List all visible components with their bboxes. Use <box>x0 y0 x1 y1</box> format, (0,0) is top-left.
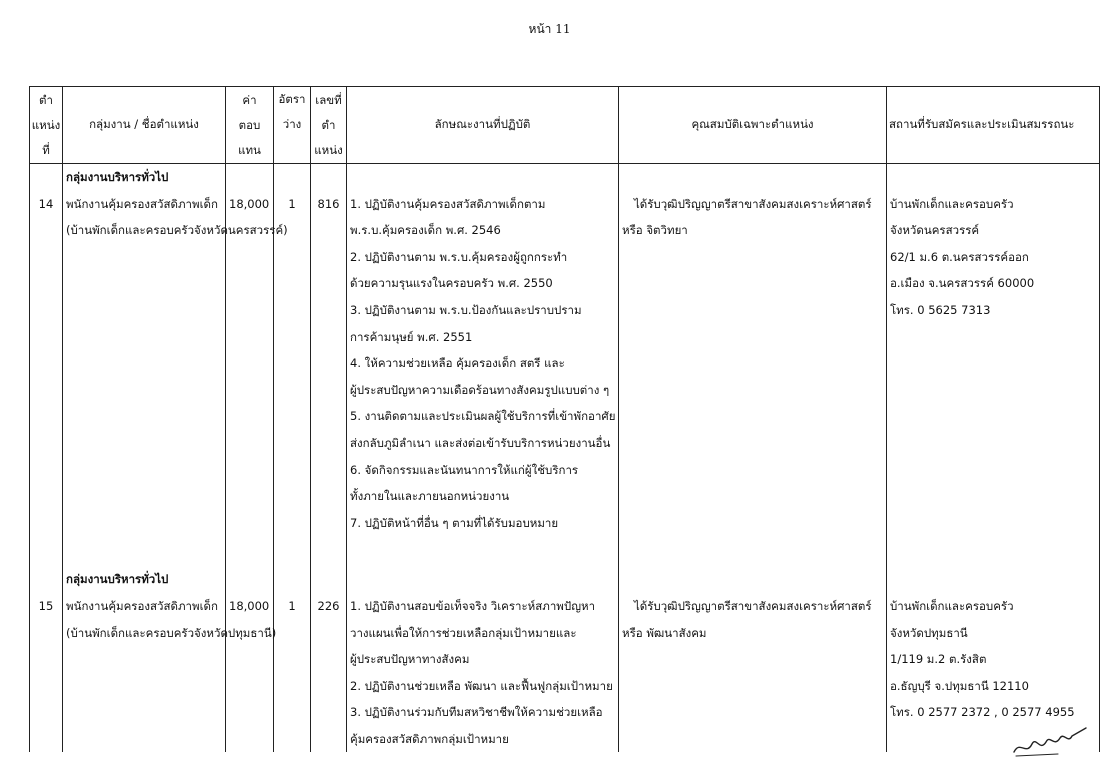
duty-line: พ.ร.บ.คุ้มครองเด็ก พ.ศ. 2546 <box>350 223 501 238</box>
duty-line: 6. จัดกิจกรรมและนันทนาการให้แก่ผู้ใช้บริการ <box>350 462 579 477</box>
position-title-line: (บ้านพักเด็กและครอบครัวจังหวัดนครสวรรค์) <box>66 223 288 238</box>
position-title-line: พนักงานคุ้มครองสวัสดิภาพเด็ก <box>66 598 218 613</box>
duty-line: 5. งานติดตามและประเมินผลผู้ใช้บริการที่เข้าพักอาศัย <box>350 409 616 424</box>
header-title-label: กลุ่มงาน / ชื่อตำแหน่ง <box>89 117 199 131</box>
location-line: 62/1 ม.6 ต.นครสวรรค์ออก <box>890 249 1029 264</box>
header-location <box>887 87 1100 164</box>
table-row <box>30 191 1100 537</box>
location-cell <box>887 191 1100 537</box>
duty-line: ทั้งภายในและภายนอกหน่วยงาน <box>350 489 510 504</box>
qualification-line: หรือ จิตวิทยา <box>622 223 688 238</box>
header-rate-line: อัตรา <box>278 92 306 106</box>
duty-line: ด้วยความรุนแรงในครอบครัว พ.ศ. 2550 <box>350 276 553 291</box>
location-line: บ้านพักเด็กและครอบครัว <box>890 598 1014 613</box>
location-line: อ.เมือง จ.นครสวรรค์ 60000 <box>890 276 1035 291</box>
duty-line: 1. ปฏิบัติงานสอบข้อเท็จจริง วิเคราะห์สภาพปัญหา <box>350 598 596 613</box>
duty-line: ส่งกลับภูมิลำเนา และส่งต่อเข้ารับบริการหน่วยงานอื่น <box>350 435 611 450</box>
table-row <box>30 164 1100 191</box>
duty-line: 3. ปฏิบัติงานร่วมกับทีมสหวิชาชีพให้ความช่วยเหลือ <box>350 705 603 720</box>
duty-line: คุ้มครองสวัสดิภาพกลุ่มเป้าหมาย <box>350 731 509 746</box>
duty-line: การค้ามนุษย์ พ.ศ. 2551 <box>350 329 473 344</box>
table-row <box>30 566 1100 593</box>
location-line: โทร. 0 5625 7313 <box>890 302 991 317</box>
header-salary-line: ตอบ <box>238 117 261 132</box>
location-line: 1/119 ม.2 ต.รังสิต <box>890 652 987 667</box>
position-number: 15 <box>30 593 63 753</box>
duties-cell <box>347 593 619 753</box>
duty-line: 7. ปฏิบัติหน้าที่อื่น ๆ ตามที่ได้รับมอบหมาย <box>350 515 559 530</box>
header-post-line: แหน่ง <box>314 142 343 157</box>
header-num-line: ตำ <box>39 92 53 107</box>
duty-line: 3. ปฏิบัติงานตาม พ.ร.บ.ป้องกันและปราบปราม <box>350 302 582 317</box>
header-title <box>63 87 226 164</box>
header-num-line: แหน่ง <box>31 117 61 132</box>
duty-line: วางแผนเพื่อให้การช่วยเหลือกลุ่มเป้าหมายและ <box>350 625 577 640</box>
header-duties <box>347 87 619 164</box>
table-row <box>30 593 1100 753</box>
location-line: จังหวัดปทุมธานี <box>890 625 968 640</box>
post-number: 816 <box>311 191 347 537</box>
header-qualifications-label: คุณสมบัติเฉพาะตำแหน่ง <box>691 117 814 131</box>
location-line: อ.ธัญบุรี จ.ปทุมธานี 12110 <box>890 678 1029 693</box>
header-duties-label: ลักษณะงานที่ปฏิบัติ <box>434 117 531 131</box>
header-salary-line: แทน <box>238 142 261 157</box>
duty-line: 2. ปฏิบัติงานช่วยเหลือ พัฒนา และฟื้นฟูกลุ่มเป้าหมาย <box>350 678 613 693</box>
header-post-line: เลขที่ <box>315 92 342 107</box>
page-number: หน้า 11 <box>528 22 571 36</box>
position-title-line: พนักงานคุ้มครองสวัสดิภาพเด็ก <box>66 196 218 211</box>
duty-line: ผู้ประสบปัญหาความเดือดร้อนทางสังคมรูปแบบต่าง ๆ <box>350 382 610 397</box>
qualification-line: ได้รับวุฒิปริญญาตรีสาขาสังคมสงเคราะห์ศาสตร์ <box>634 196 872 211</box>
qualification-line: ได้รับวุฒิปริญญาตรีสาขาสังคมสงเคราะห์ศาสตร์ <box>634 598 872 613</box>
duty-line: 1. ปฏิบัติงานคุ้มครองสวัสดิภาพเด็กตาม <box>350 196 546 211</box>
positions-table <box>29 86 1100 752</box>
header-location-label: สถานที่รับสมัครและประเมินสมรรถนะ <box>889 117 1075 131</box>
location-line: จังหวัดนครสวรรค์ <box>890 223 980 238</box>
duty-line: 2. ปฏิบัติงานตาม พ.ร.บ.คุ้มครองผู้ถูกกระทำ <box>350 249 568 264</box>
header-post-line: ตำ <box>321 117 336 132</box>
qualification-line: หรือ พัฒนาสังคม <box>622 625 707 640</box>
group-title: กลุ่มงานบริหารทั่วไป <box>63 566 226 593</box>
handwritten-signature <box>1010 722 1090 762</box>
header-num <box>30 87 63 164</box>
duty-line: 4. ให้ความช่วยเหลือ คุ้มครองเด็ก สตรี และ <box>350 356 565 371</box>
duties-cell <box>347 191 619 537</box>
header-salary <box>226 87 274 164</box>
header-qualifications <box>619 87 887 164</box>
header-num-line: ที่ <box>42 142 50 157</box>
position-title-line: (บ้านพักเด็กและครอบครัวจังหวัดปทุมธานี) <box>66 625 277 640</box>
table-header-row <box>30 87 1100 164</box>
header-rate-line: ว่าง <box>282 117 302 131</box>
post-number: 226 <box>311 593 347 753</box>
qualifications-cell <box>619 191 887 537</box>
duty-line: ผู้ประสบปัญหาทางสังคม <box>350 652 470 667</box>
header-post <box>311 87 347 164</box>
location-line: โทร. 0 2577 2372 , 0 2577 4955 <box>890 705 1075 720</box>
position-number: 14 <box>30 191 63 537</box>
salary-value: 18,000 <box>226 191 274 537</box>
header-salary-line: ค่า <box>242 92 257 107</box>
header-rate <box>274 87 311 164</box>
salary-value: 18,000 <box>226 593 274 753</box>
rate-value: 1 <box>274 593 311 753</box>
group-title: กลุ่มงานบริหารทั่วไป <box>63 164 226 191</box>
qualifications-cell <box>619 593 887 753</box>
rate-value: 1 <box>274 191 311 537</box>
location-line: บ้านพักเด็กและครอบครัว <box>890 196 1014 211</box>
